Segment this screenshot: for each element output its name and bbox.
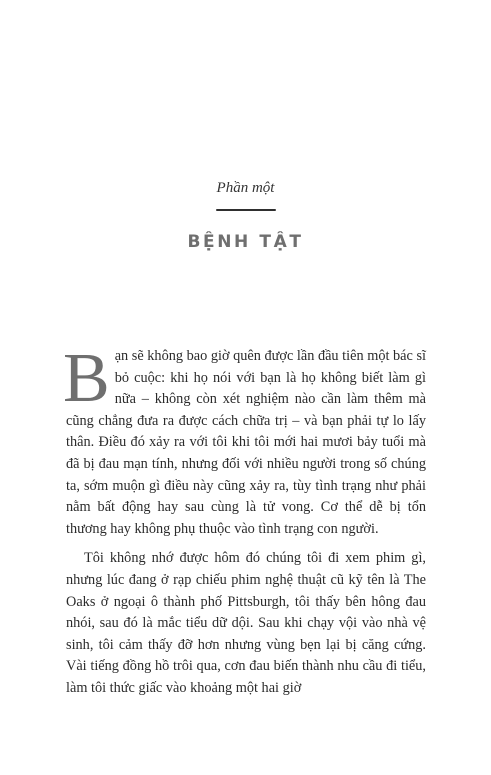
chapter-title: BỆNH TẬT xyxy=(187,232,304,252)
paragraph-2: Tôi không nhớ được hôm đó chúng tôi đi xem phim gì, nhưng lúc đang ở rạp chiếu phim nghệ thuật cũ kỹ tên là The Oaks ở ngoại ô thành phố Pittsburgh, tôi thấy bên hông đau nhói, sau đó là mắc tiểu dữ dội. Sau khi chạy vội vào nhà vệ sinh, tôi cảm thấy đỡ hơn nhưng vùng bẹn lại bị căng cứng. Vài tiếng đồng hồ trôi qua, cơn đau biến thành nhu cầu đi tiểu, làm tôi thức giấc vào khoảng một hai giờ xyxy=(66,550,426,696)
part-divider xyxy=(216,209,276,211)
paragraph-1 xyxy=(63,340,426,540)
paragraph-1-text: ạn sẽ không bao giờ quên được lần đầu tiên một bác sĩ bỏ cuộc: khi họ nói với bạn là họ không biết làm gì nữa – không còn xét nghiệm nào cần làm thêm mà cũng chẳng đưa ra được cách chữa trị – và bạn phải tự lo lấy thân. Điều đó xảy ra với tôi khi tôi mới hai mươi bảy tuổi mà đã bị đau mạn tính, nhưng đối với nhiều người trong số chúng ta, sớm muộn gì điều này cũng xảy ra, tùy tình trạng như phải nằm bất động hay sau cùng là tử vong. Cơ thể dễ bị tổn thương hay không phụ thuộc vào tình trạng con người. xyxy=(66,348,426,537)
body-text xyxy=(63,340,426,700)
drop-cap: B xyxy=(63,340,110,417)
part-label: Phần một xyxy=(216,180,275,196)
